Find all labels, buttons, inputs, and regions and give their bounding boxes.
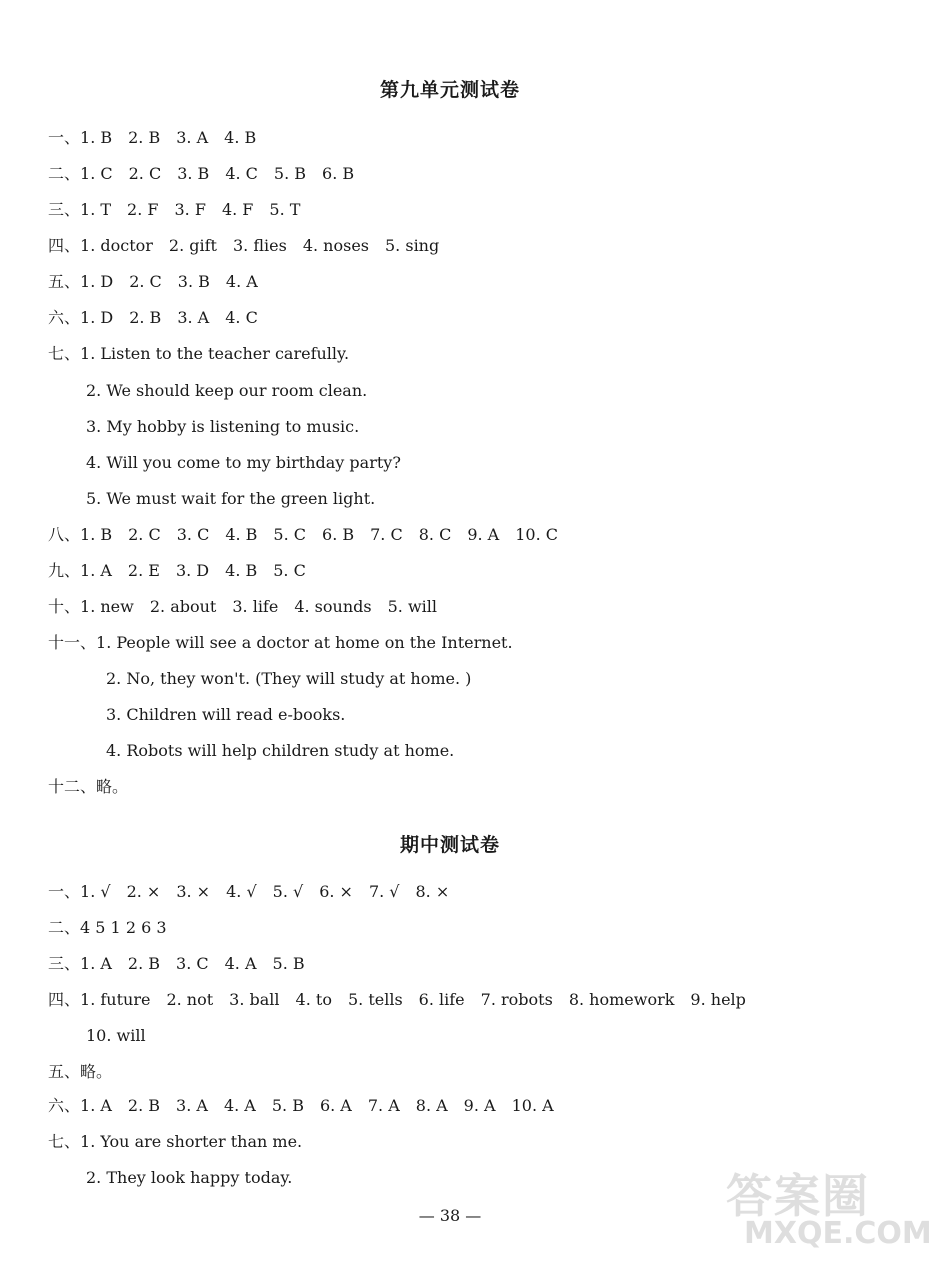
- answer-item: 2. E: [127, 561, 160, 580]
- answer-item: 5. √: [272, 882, 304, 901]
- question-number: 五、: [48, 272, 81, 291]
- answer-item: 5. B: [273, 164, 307, 183]
- answer-row: [86, 489, 391, 509]
- answer-item: 2. F: [127, 200, 159, 219]
- answer-item: 1. D: [80, 308, 114, 327]
- answer-item: 10. C: [515, 525, 558, 544]
- answer-row: [48, 633, 529, 653]
- answer-item: 9. A: [463, 1096, 496, 1115]
- answer-row: [86, 381, 383, 401]
- answer-item: 5. B: [271, 1096, 304, 1115]
- answer-item: 3. B: [177, 164, 210, 183]
- answer-item: 4. A: [225, 272, 258, 291]
- answer-item: 2. We should keep our room clean.: [86, 381, 368, 400]
- watermark-logo: [722, 1160, 932, 1256]
- answer-item: 1. new: [80, 597, 134, 616]
- question-number: 七、: [48, 1132, 81, 1151]
- answer-item: 3. F: [174, 200, 206, 219]
- answer-row: [86, 453, 417, 473]
- answer-item: 6. ×: [319, 882, 353, 901]
- answer-item: 10. will: [86, 1026, 146, 1045]
- answer-row: [106, 705, 361, 725]
- answer-row: [48, 164, 370, 184]
- answer-item: 3. A: [176, 128, 209, 147]
- answer-item: 3. ball: [229, 990, 280, 1009]
- question-number: 八、: [48, 525, 81, 544]
- answer-item: 5. C: [273, 561, 306, 580]
- answer-item: 3. flies: [232, 236, 287, 255]
- answer-item: 1. T: [80, 200, 112, 219]
- answer-row: [48, 236, 455, 256]
- section-title: 第九单元测试卷: [379, 79, 520, 101]
- page-number: — 38 —: [418, 1206, 482, 1225]
- answer-item: 略。: [96, 777, 129, 796]
- answer-item: 8. C: [418, 525, 452, 544]
- answer-row: [48, 777, 144, 797]
- question-number: 十一、: [48, 633, 97, 652]
- answer-item: 3. C: [176, 954, 209, 973]
- answer-item: 5. T: [269, 200, 301, 219]
- answer-row: [86, 1026, 162, 1046]
- answer-item: 5. We must wait for the green light.: [86, 489, 376, 508]
- watermark-sub: MXQE.COM: [744, 1216, 932, 1251]
- answer-item: 3. C: [176, 525, 210, 544]
- answer-item: 7. C: [370, 525, 403, 544]
- watermark-main: 答案圈: [726, 1169, 870, 1223]
- answer-item: 2. They look happy today.: [86, 1168, 293, 1187]
- answer-item: 1. A: [80, 954, 112, 973]
- answer-item: 6. B: [322, 164, 355, 183]
- answer-item: 7. √: [368, 882, 400, 901]
- answer-item: 1. future: [80, 990, 151, 1009]
- answer-item: 2. ×: [126, 882, 161, 901]
- answer-row: [48, 272, 274, 292]
- answer-row: [48, 990, 762, 1010]
- answer-item: 4. A: [224, 954, 257, 973]
- question-number: 九、: [48, 561, 81, 580]
- answer-item: 2. C: [129, 272, 162, 291]
- answer-row: [48, 597, 453, 617]
- answer-item: 4. F: [221, 200, 254, 219]
- answer-row: [48, 882, 465, 902]
- question-number: 十、: [48, 597, 81, 616]
- answer-item: 3. Children will read e-books.: [106, 705, 346, 724]
- answer-item: 1. D: [80, 272, 114, 291]
- answer-item: 9. help: [690, 990, 746, 1009]
- answer-item: 2. gift: [168, 236, 217, 255]
- answer-item: 6. A: [319, 1096, 352, 1115]
- answer-item: 1. B: [80, 525, 113, 544]
- question-number: 一、: [48, 882, 81, 901]
- question-number: 四、: [48, 236, 81, 255]
- answer-row: [48, 308, 274, 328]
- answer-item: 2. B: [129, 308, 162, 327]
- answer-item: 4. C: [225, 308, 258, 327]
- answer-item: 3. B: [177, 272, 210, 291]
- answer-item: 3. ×: [176, 882, 211, 901]
- answer-item: 4. to: [295, 990, 332, 1009]
- answer-item: 1. Listen to the teacher carefully.: [80, 344, 350, 363]
- answer-item: 2. C: [128, 164, 162, 183]
- answer-item: 2. about: [149, 597, 217, 616]
- answer-item: 5. sing: [385, 236, 440, 255]
- answer-item: 1. You are shorter than me.: [80, 1132, 303, 1151]
- answer-row: [48, 128, 272, 148]
- question-number: 四、: [48, 990, 81, 1009]
- answer-item: 4. C: [225, 164, 258, 183]
- answer-item: 2. B: [127, 1096, 161, 1115]
- question-number: 三、: [48, 954, 81, 973]
- answer-item: 4. A: [223, 1096, 256, 1115]
- answer-row: [48, 918, 183, 938]
- answer-item: 3. My hobby is listening to music.: [86, 417, 360, 436]
- question-number: 二、: [48, 164, 81, 183]
- question-number: 三、: [48, 200, 81, 219]
- answer-item: 9. A: [467, 525, 500, 544]
- answer-row: [86, 417, 375, 437]
- answer-row: [48, 200, 316, 220]
- answer-item: 1. doctor: [80, 236, 153, 255]
- answer-item: 4. B: [224, 128, 257, 147]
- answer-item: 5. will: [387, 597, 437, 616]
- answer-row: [86, 1168, 308, 1188]
- answer-item: 4. sounds: [294, 597, 372, 616]
- answer-row: [106, 669, 487, 689]
- answer-item: 2. B: [128, 128, 161, 147]
- answer-item: 3. life: [232, 597, 279, 616]
- answer-item: 2. not: [166, 990, 214, 1009]
- question-number: 六、: [48, 308, 81, 327]
- question-number: 五、: [48, 1062, 81, 1081]
- section-title: 期中测试卷: [399, 834, 500, 856]
- answer-item: 6. life: [418, 990, 465, 1009]
- question-number: 七、: [48, 344, 81, 363]
- answer-row: [106, 741, 470, 761]
- answer-item: 1. B: [80, 128, 113, 147]
- answer-item: 7. robots: [480, 990, 553, 1009]
- question-number: 十二、: [48, 777, 97, 796]
- answer-item: 8. A: [415, 1096, 448, 1115]
- answer-item: 8. homework: [568, 990, 675, 1009]
- answer-row: [48, 344, 365, 364]
- answer-item: 4 5 1 2 6 3: [80, 918, 167, 937]
- answer-item: 5. B: [272, 954, 305, 973]
- answer-item: 4. Robots will help children study at home.: [106, 741, 455, 760]
- answer-item: 7. A: [367, 1096, 400, 1115]
- answer-row: [48, 954, 321, 974]
- answer-item: 4. B: [225, 525, 258, 544]
- question-number: 二、: [48, 918, 81, 937]
- answer-item: 1. People will see a doctor at home on the Internet.: [96, 633, 513, 652]
- answer-item: 5. C: [273, 525, 307, 544]
- answer-item: 8. ×: [415, 882, 450, 901]
- answer-item: 1. C: [80, 164, 113, 183]
- answer-row: [48, 561, 322, 581]
- answer-item: 2. C: [128, 525, 161, 544]
- answer-item: 4. √: [226, 882, 257, 901]
- answer-item: 略。: [80, 1062, 113, 1081]
- answer-item: 1. √: [80, 882, 111, 901]
- answer-item: 1. A: [80, 1096, 112, 1115]
- answer-row: [48, 1096, 570, 1116]
- answer-row: [48, 1132, 318, 1152]
- answer-item: 4. noses: [302, 236, 369, 255]
- answer-item: 4. B: [225, 561, 258, 580]
- answer-row: [48, 525, 574, 545]
- answer-item: 3. A: [177, 308, 210, 327]
- answer-item: 10. A: [511, 1096, 554, 1115]
- answer-item: 6. B: [322, 525, 355, 544]
- answer-item: 2. No, they won't. (They will study at home. ): [106, 669, 472, 688]
- answer-row: [48, 1062, 128, 1082]
- answer-item: 3. D: [175, 561, 210, 580]
- question-number: 六、: [48, 1096, 81, 1115]
- answer-item: 4. Will you come to my birthday party?: [86, 453, 401, 472]
- answer-item: 1. A: [80, 561, 112, 580]
- question-number: 一、: [48, 128, 81, 147]
- answer-item: 3. A: [176, 1096, 208, 1115]
- answer-item: 5. tells: [347, 990, 403, 1009]
- answer-item: 2. B: [127, 954, 161, 973]
